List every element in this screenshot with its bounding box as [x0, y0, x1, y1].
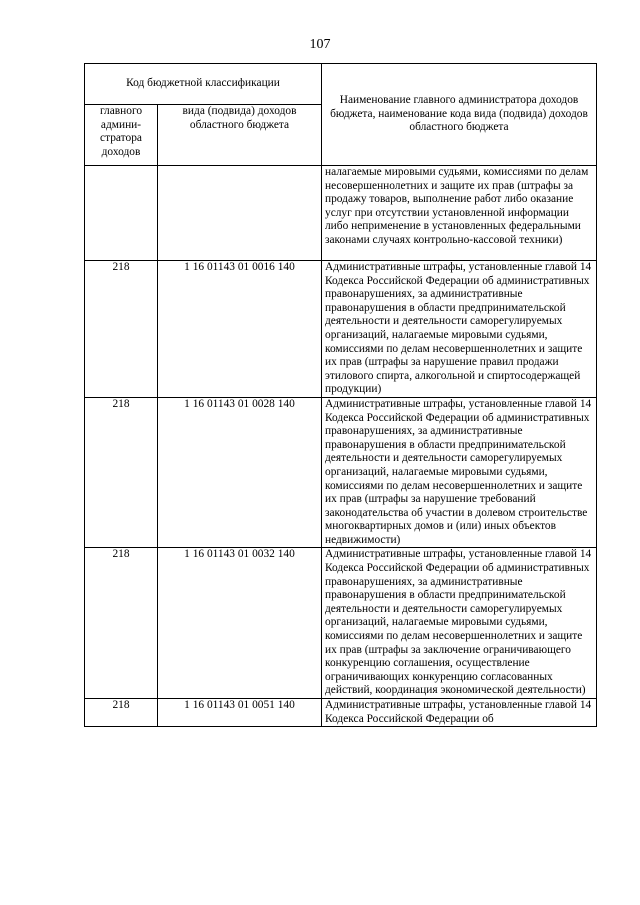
income-code-cell: 1 16 01143 01 0032 140 — [158, 548, 322, 699]
table-header-row — [85, 64, 597, 105]
income-code-cell: 1 16 01143 01 0051 140 — [158, 699, 322, 727]
income-name-cell: Административные штрафы, установленные главой 14 Кодекса Российской Федерации об административных правонарушениях, за административные правонарушения в области предпринимательской деятельности и деятельности саморегулируемых организаций, налагаемые мировыми судьями, комиссиями по делам несовершеннолетних и защите их прав (штрафы за нарушение требований законодательства об участии в долевом строительстве многоквартирных домов и (или) иных объектов недвижимости) — [322, 397, 597, 548]
admin-code-cell: 218 — [85, 699, 158, 727]
income-name-cell: Административные штрафы, установленные главой 14 Кодекса Российской Федерации об административных правонарушениях, за административные правонарушения в области предпринимательской деятельности и деятельности саморегулируемых организаций, налагаемые мировыми судьями, комиссиями по делам несовершеннолетних и защите их прав (штрафы за нарушение правил продажи этилового спирта, алкогольной и спиртосодержащей продукции) — [322, 261, 597, 398]
header-admin-column: главного админи-стратора доходов — [85, 105, 158, 166]
header-budget-code-group: Код бюджетной классификации — [85, 64, 322, 105]
table-row — [85, 699, 597, 727]
table-row — [85, 261, 597, 398]
admin-code-cell: 218 — [85, 397, 158, 548]
income-name-cell: Административные штрафы, установленные главой 14 Кодекса Российской Федерации об — [322, 699, 597, 727]
table-row — [85, 397, 597, 548]
budget-classification-table — [84, 63, 597, 727]
admin-code-cell: 218 — [85, 261, 158, 398]
admin-code-cell: 218 — [85, 548, 158, 699]
table-row — [85, 548, 597, 699]
page-number: 107 — [309, 37, 331, 52]
income-name-cell: Административные штрафы, установленные главой 14 Кодекса Российской Федерации об административных правонарушениях, за административные правонарушения в области предпринимательской деятельности и деятельности саморегулируемых организаций, налагаемые мировыми судьями, комиссиями по делам несовершеннолетних и защите их прав (штрафы за заключение ограничивающего конкуренцию соглашения, осуществление ограничивающих конкуренцию согласованных действий, координация экономической деятельности) — [322, 548, 597, 699]
table-row-continuation — [85, 166, 597, 261]
header-income-type-column: вида (подвида) доходов областного бюджета — [158, 105, 322, 166]
admin-code-cell — [85, 166, 158, 261]
header-name-column: Наименование главного администратора доходов бюджета, наименование кода вида (подвида) доходов областного бюджета — [322, 64, 597, 166]
income-code-cell: 1 16 01143 01 0028 140 — [158, 397, 322, 548]
income-name-cell: налагаемые мировыми судьями, комиссиями по делам несовершеннолетних и защите их прав (штрафы за продажу товаров, выполнение работ либо оказание услуг при отсутствии установленной информации либо неприменение в установленных федеральными законами случаях контрольно-кассовой техники) — [322, 166, 597, 261]
income-code-cell — [158, 166, 322, 261]
income-code-cell: 1 16 01143 01 0016 140 — [158, 261, 322, 398]
